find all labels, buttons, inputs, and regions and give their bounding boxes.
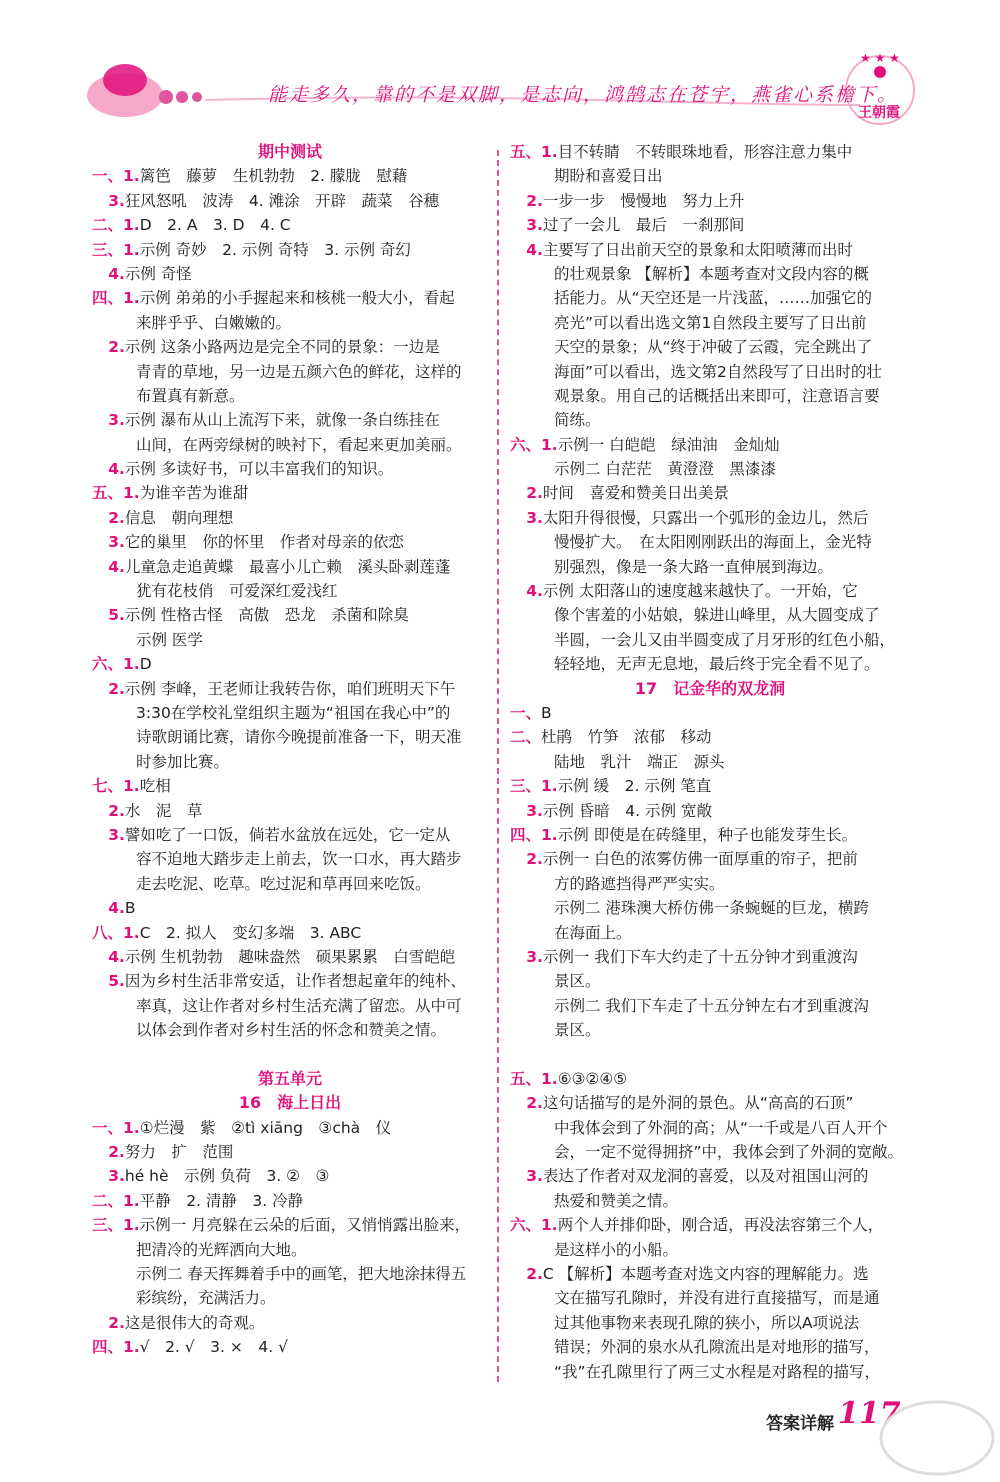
answer-text: 努力 扩 范围 (124, 1143, 234, 1162)
answer-text: 主要写了日出前天空的景象和太阳喷薄而出时 (542, 240, 853, 259)
question-number: 二、1. (92, 1191, 140, 1210)
answer-text: 把清冷的光辉洒向大地。 (136, 1240, 307, 1259)
question-number: 3. (92, 191, 125, 210)
question-number: 五、1. (510, 143, 558, 161)
question-number: 2. (510, 1264, 543, 1283)
answer-text: 示例一 白色的浓雾仿佛一面厚重的帘子，把前 (542, 850, 858, 869)
answer-text: 示例 弟弟的小手握起来和核桃一般大小，看起 (139, 289, 455, 308)
answer-text: 3:30在学校礼堂组织主题为“祖国在我心中”的 (136, 703, 451, 722)
answer-line (510, 1286, 910, 1310)
answer-text: 别强烈，像是一条大路一直伸展到海边。 (554, 557, 834, 576)
question-number: 3. (510, 216, 543, 235)
answer-text: 时参加比赛。 (136, 752, 230, 771)
answer-text: 表达了作者对双龙洞的喜爱，以及对祖国山河的 (542, 1167, 869, 1186)
question-number: 三、1. (92, 1216, 140, 1235)
answer-line (92, 408, 488, 432)
answer-line (510, 140, 910, 164)
answer-line (92, 457, 488, 481)
section-title: 17 记金华的双龙洞 (634, 678, 786, 698)
question-number: 一、 (510, 703, 542, 722)
answer-text: 简练。 (554, 411, 601, 430)
answer-text: 示例 奇妙 2. 示例 奇特 3. 示例 奇幻 (139, 240, 411, 259)
answer-text: 示例 生机勃勃 趣味盎然 硕果累累 白雪皑皑 (124, 947, 456, 966)
answer-line (92, 799, 488, 823)
answer-line (92, 311, 488, 335)
answer-text: 示例 太阳落山的速度越来越快了。一开始，它 (542, 582, 858, 601)
question-number: 2. (92, 1313, 125, 1332)
answer-line (510, 847, 910, 871)
answer-line (92, 360, 488, 384)
answer-line (92, 750, 488, 774)
answer-line (92, 1286, 488, 1310)
answer-text: 陆地 乳汁 端正 源头 (554, 752, 725, 771)
answer-line (92, 628, 488, 652)
answer-text: 青青的草地，另一边是五颜六色的鲜花，这样的 (136, 362, 462, 381)
answer-line (92, 481, 488, 505)
answer-line (510, 1213, 910, 1237)
answer-line (92, 433, 488, 457)
answer-text: 是这样小的小船。 (554, 1240, 679, 1259)
answer-line (510, 384, 910, 408)
answer-text: 信息 朝向理想 (124, 508, 234, 527)
answer-text: 半圆，一会儿又由半圆变成了月牙形的红色小船， (554, 630, 896, 649)
answer-line (510, 189, 910, 213)
answer-line (92, 1164, 488, 1188)
question-number: 2. (92, 338, 125, 357)
answer-line (510, 286, 910, 310)
answer-line (92, 945, 488, 969)
answer-text: 太阳升得很慢，只露出一个弧形的金边儿，然后 (542, 508, 869, 527)
answer-text: 示例二 白茫茫 黄澄澄 黑漆漆 (554, 460, 776, 479)
question-number: 4. (510, 582, 543, 601)
answer-line (510, 1164, 910, 1188)
answer-text: 在海面上。 (554, 923, 632, 942)
answer-text: 景区。 (554, 1021, 601, 1040)
question-number: 3. (92, 825, 125, 844)
question-number: 八、1. (92, 923, 140, 942)
question-number: 2. (92, 801, 125, 820)
answer-text: 率真，这让作者对乡村生活充满了留恋。从中可 (136, 996, 462, 1015)
question-number: 4. (92, 947, 125, 966)
question-number: 二、1. (92, 216, 140, 235)
answer-text: 天空的景象；从“终于冲破了云霞，完全跳出了 (554, 338, 873, 357)
answer-text: 山间，在两旁绿树的映衬下，看起来更加美丽。 (136, 435, 462, 454)
answer-text: 犹有花枝俏 可爱深红爱浅红 (136, 582, 338, 601)
question-number: 4. (92, 557, 125, 576)
answer-line (92, 213, 488, 237)
question-number: 六、1. (92, 655, 140, 674)
answer-line (92, 1140, 488, 1164)
question-number: 3. (510, 801, 543, 820)
answer-line (92, 530, 488, 554)
answer-text: 篱笆 藤萝 生机勃勃 2. 朦胧 慰藉 (139, 167, 408, 186)
answer-line (92, 189, 488, 213)
answer-text: 期盼和喜爱日出 (554, 167, 663, 186)
answer-text: 示例 奇怪 (124, 264, 192, 283)
answer-text: hé hè 示例 负荷 3. ② ③ (124, 1167, 330, 1186)
answer-text: 两个人并排仰卧，刚合适，再没法容第三个人， (557, 1216, 884, 1235)
answer-line (510, 652, 910, 676)
answer-line (510, 238, 910, 262)
answer-line (92, 579, 488, 603)
answer-text: √ 2. √ 3. × 4. √ (139, 1338, 288, 1357)
answer-text: 因为乡村生活非常安适，让作者想起童年的纯朴、 (124, 972, 466, 991)
answer-line (92, 969, 488, 993)
answer-text: 示例 这条小路两边是完全不同的景象：一边是 (124, 338, 440, 357)
answer-text: 示例二 我们下车走了十五分钟左右才到重渡沟 (554, 996, 869, 1015)
answer-line (510, 1335, 910, 1359)
answer-text: C 【解析】本题考查对选文内容的理解能力。选 (542, 1264, 869, 1283)
question-number: 四、1. (510, 825, 558, 844)
answer-line (92, 774, 488, 798)
section-title: 期中测试 (257, 142, 322, 161)
question-number: 三、1. (510, 777, 558, 796)
answer-text: B (541, 703, 552, 722)
question-number: 5. (92, 972, 125, 991)
answer-line (92, 701, 488, 725)
answer-line (92, 506, 488, 530)
answer-line (510, 896, 910, 920)
answer-text: 热爱和赞美之情。 (554, 1191, 679, 1210)
answer-line (510, 921, 910, 945)
answer-line (510, 774, 910, 798)
answer-line (92, 384, 488, 408)
answer-line (510, 1262, 910, 1286)
question-number: 2. (510, 850, 543, 869)
answer-line (92, 847, 488, 871)
answer-text: 示例 昏暗 4. 示例 宽敞 (542, 801, 712, 820)
answer-text: 容不迫地大踏步走上前去，饮一口水，再大踏步 (136, 850, 462, 869)
answer-text: 示例 多读好书，可以丰富我们的知识。 (124, 460, 394, 479)
answer-line (510, 750, 910, 774)
answer-line (92, 1238, 488, 1262)
answer-text: “我”在孔隙里行了两三丈水程是对路程的描写， (554, 1362, 881, 1381)
svg-text:★ ★ ★: ★ ★ ★ (860, 51, 900, 65)
answer-text: 会，一定不觉得拥挤”中，我体会到了外洞的宽敞。 (554, 1143, 904, 1162)
answer-line (510, 1116, 910, 1140)
answer-text: 儿童急走追黄蝶 最喜小儿亡赖 溪头卧剥莲蓬 (124, 557, 451, 576)
question-number: 四、1. (92, 289, 140, 308)
question-number: 五、1. (92, 484, 140, 503)
answer-text: 这是很伟大的奇观。 (124, 1313, 265, 1332)
answer-line (510, 1189, 910, 1213)
question-number: 3. (92, 411, 125, 430)
question-number: 4. (92, 460, 125, 479)
answer-line (510, 433, 910, 457)
question-number: 一、1. (92, 167, 140, 186)
header-motto: 能走多久，靠的不是双脚，是志向，鸿鹄志在苍宇，燕雀心系檐下。 (268, 84, 899, 106)
question-number: 4. (510, 240, 543, 259)
question-number: 3. (510, 508, 543, 527)
answer-text: 观景象。用自己的话概括出来即可，注意语言要 (554, 386, 880, 405)
answer-text: 方的路遮挡得严严实实。 (554, 874, 725, 893)
answer-line (510, 213, 910, 237)
question-number: 2. (92, 508, 125, 527)
answer-text: ①烂漫 紫 ②tì xiāng ③chà 仪 (139, 1118, 392, 1137)
answer-text: D (139, 655, 152, 674)
question-number: 一、1. (92, 1118, 140, 1137)
answer-line (92, 921, 488, 945)
answer-line (510, 457, 910, 481)
answer-line (92, 994, 488, 1018)
answer-line (92, 335, 488, 359)
answer-text: 示例一 我们下车大约走了十五分钟才到重渡沟 (542, 947, 858, 966)
answer-text: 错误；外洞的泉水从孔隙流出是对地形的描写， (554, 1338, 880, 1357)
answer-line (92, 238, 488, 262)
answer-text: 为谁辛苦为谁甜 (139, 484, 249, 503)
answer-text: 这句话描写的是外洞的景色。从“高高的石顶” (542, 1094, 854, 1113)
answer-line (510, 799, 910, 823)
answer-text: 它的巢里 你的怀里 作者对母亲的依恋 (124, 533, 404, 552)
page-header (0, 0, 1000, 135)
answer-line (92, 262, 488, 286)
question-number: 五、1. (510, 1069, 558, 1088)
answer-line (92, 1311, 488, 1335)
answer-line (510, 481, 910, 505)
question-number: 3. (92, 533, 125, 552)
answer-text: 平静 2. 清静 3. 冷静 (139, 1191, 304, 1210)
column-divider (497, 150, 499, 1382)
answer-text: 示例 缓 2. 示例 笔直 (557, 777, 712, 796)
answer-line (510, 1360, 910, 1384)
answer-text: 的壮观景象 【解析】本题考查对文段内容的概 (554, 264, 869, 283)
answer-line (92, 725, 488, 749)
answer-line (510, 262, 910, 286)
answer-line (510, 701, 910, 725)
answer-text: 杜鹃 竹笋 浓郁 移动 (541, 728, 712, 747)
answer-line (92, 164, 488, 188)
answer-text: 以体会到作者对乡村生活的怀念和赞美之情。 (136, 1021, 447, 1040)
logo-text: 王朝霞 (858, 105, 900, 121)
answer-text: 亮光”可以看出选文第1自然段主要写了日出前 (554, 313, 867, 332)
answer-text: 示例一 白皑皑 绿油油 金灿灿 (557, 435, 780, 454)
answer-text: B (124, 899, 136, 918)
left-column (92, 140, 488, 1360)
section-title: 第五单元 (257, 1068, 322, 1088)
answer-text: 水 泥 草 (124, 801, 203, 820)
answer-line (510, 335, 910, 359)
answer-line (510, 823, 910, 847)
question-number: 2. (92, 1143, 125, 1162)
answer-line (510, 530, 910, 554)
answer-text: 轻轻地，无声无息地，最后终于完全看不见了。 (554, 655, 880, 674)
answer-line (92, 286, 488, 310)
question-number: 2. (510, 484, 543, 503)
spacer (510, 1042, 910, 1066)
answer-text: 过其他事物来表现孔隙的狭小，所以A项说法 (554, 1313, 860, 1332)
question-number: 二、 (510, 728, 542, 747)
answer-line (510, 969, 910, 993)
answer-text: C 2. 拟人 变幻多端 3. ABC (139, 923, 362, 942)
answer-text: ⑥③②④⑤ (557, 1069, 628, 1088)
footer-label: 答案详解 (766, 1414, 834, 1434)
answer-line (510, 506, 910, 530)
answer-line (92, 1189, 488, 1213)
answer-line (510, 1018, 910, 1042)
answer-line (510, 360, 910, 384)
answer-line (92, 823, 488, 847)
answer-line (510, 1311, 910, 1335)
answer-line (510, 164, 910, 188)
question-number: 4. (92, 264, 125, 283)
question-number: 2. (510, 1094, 543, 1113)
answer-text: 目不转睛 不转眼珠地看，形容注意力集中 (557, 143, 853, 161)
question-number: 3. (510, 1167, 543, 1186)
answer-line (510, 725, 910, 749)
answer-text: 括能力。从“天空还是一片浅蓝，……加强它的 (554, 289, 873, 308)
question-number: 4. (92, 899, 125, 918)
question-number: 七、1. (92, 777, 140, 796)
answer-text: 过了一会儿 最后 一刹那间 (542, 216, 745, 235)
answer-text: 布置真有新意。 (136, 386, 245, 405)
page-number: 117 (838, 1396, 901, 1431)
question-number: 3. (92, 1167, 125, 1186)
answer-text: 示例 性格古怪 高傲 恐龙 杀菌和除臭 (124, 606, 409, 625)
question-number: 四、1. (92, 1338, 140, 1357)
answer-text: 中我体会到了外洞的高；从“一千或是八百人开个 (554, 1118, 888, 1137)
question-number: 2. (510, 191, 543, 210)
answer-line (92, 1018, 488, 1042)
answer-text: 示例二 港珠澳大桥仿佛一条蜿蜒的巨龙，横跨 (554, 899, 869, 918)
answer-line (510, 555, 910, 579)
question-number: 六、1. (510, 435, 558, 454)
answer-line (510, 603, 910, 627)
spacer (92, 1042, 488, 1066)
answer-line (92, 1262, 488, 1286)
answer-text: 譬如吃了一口饭，倘若水盆放在远处，它一定从 (124, 825, 451, 844)
section-title: 16 海上日出 (238, 1093, 342, 1113)
right-column (510, 140, 910, 1384)
answer-text: 彩缤纷，充满活力。 (136, 1289, 276, 1308)
answer-line (510, 1238, 910, 1262)
answer-text: D 2. A 3. D 4. C (139, 216, 291, 235)
answer-text: 示例 李峰，王老师让我转告你，咱们班明天下午 (124, 679, 456, 698)
answer-text: 来胖乎乎、白嫩嫩的。 (136, 313, 292, 332)
answer-text: 文在描写孔隙时，并没有进行直接描写，而是通 (554, 1289, 880, 1308)
answer-text: 示例 瀑布从山上流泻下来，就像一条白练挂在 (124, 411, 440, 430)
answer-text: 像个害羞的小姑娘，躲进山峰里，从大圆变成了 (554, 606, 880, 625)
answer-text: 示例二 春天挥舞着手中的画笔，把大地涂抹得五 (136, 1264, 467, 1283)
question-number: 三、1. (92, 240, 140, 259)
answer-text: 示例 即使是在砖缝里，种子也能发芽生长。 (557, 825, 858, 844)
answer-line (510, 408, 910, 432)
answer-line (92, 555, 488, 579)
answer-text: 海面”可以看出，选文第2自然段写了日出时的壮 (554, 362, 882, 381)
answer-line (92, 1116, 488, 1140)
answer-line (92, 896, 488, 920)
answer-line (510, 579, 910, 603)
answer-line (92, 677, 488, 701)
answer-text: 示例 医学 (136, 630, 203, 649)
answer-line (92, 872, 488, 896)
answer-line (510, 1091, 910, 1115)
answer-text: 吃相 (139, 777, 171, 796)
answer-text: 景区。 (554, 972, 601, 991)
answer-text: 时间 喜爱和赞美日出美景 (542, 484, 729, 503)
question-number: 3. (510, 947, 543, 966)
answer-text: 慢慢扩大。 在太阳刚刚跃出的海面上，金光特 (554, 533, 872, 552)
answer-text: 诗歌朗诵比赛，请你今晚提前准备一下，明天准 (136, 728, 462, 747)
answer-line (510, 945, 910, 969)
answer-line (510, 628, 910, 652)
header-decoration (0, 0, 1000, 135)
answer-text: 示例一 月亮躲在云朵的后面，又悄悄露出脸来， (139, 1216, 471, 1235)
question-number: 5. (92, 606, 125, 625)
answer-text: 狂风怒吼 波涛 4. 滩涂 开辟 蔬菜 谷穗 (124, 191, 440, 210)
answer-line (92, 603, 488, 627)
answer-line (510, 872, 910, 896)
answer-line (510, 1067, 910, 1091)
answer-text: 一步一步 慢慢地 努力上升 (542, 191, 745, 210)
answer-line (510, 1140, 910, 1164)
answer-line (510, 994, 910, 1018)
answer-line (92, 1213, 488, 1237)
answer-text: 走去吃泥、吃草。吃过泥和草再回来吃饭。 (136, 874, 431, 893)
answer-line (92, 1335, 488, 1359)
watermark-logo (878, 1398, 996, 1478)
answer-line (510, 311, 910, 335)
question-number: 2. (92, 679, 125, 698)
answer-line (92, 652, 488, 676)
question-number: 六、1. (510, 1216, 558, 1235)
dot-icon (159, 90, 173, 104)
